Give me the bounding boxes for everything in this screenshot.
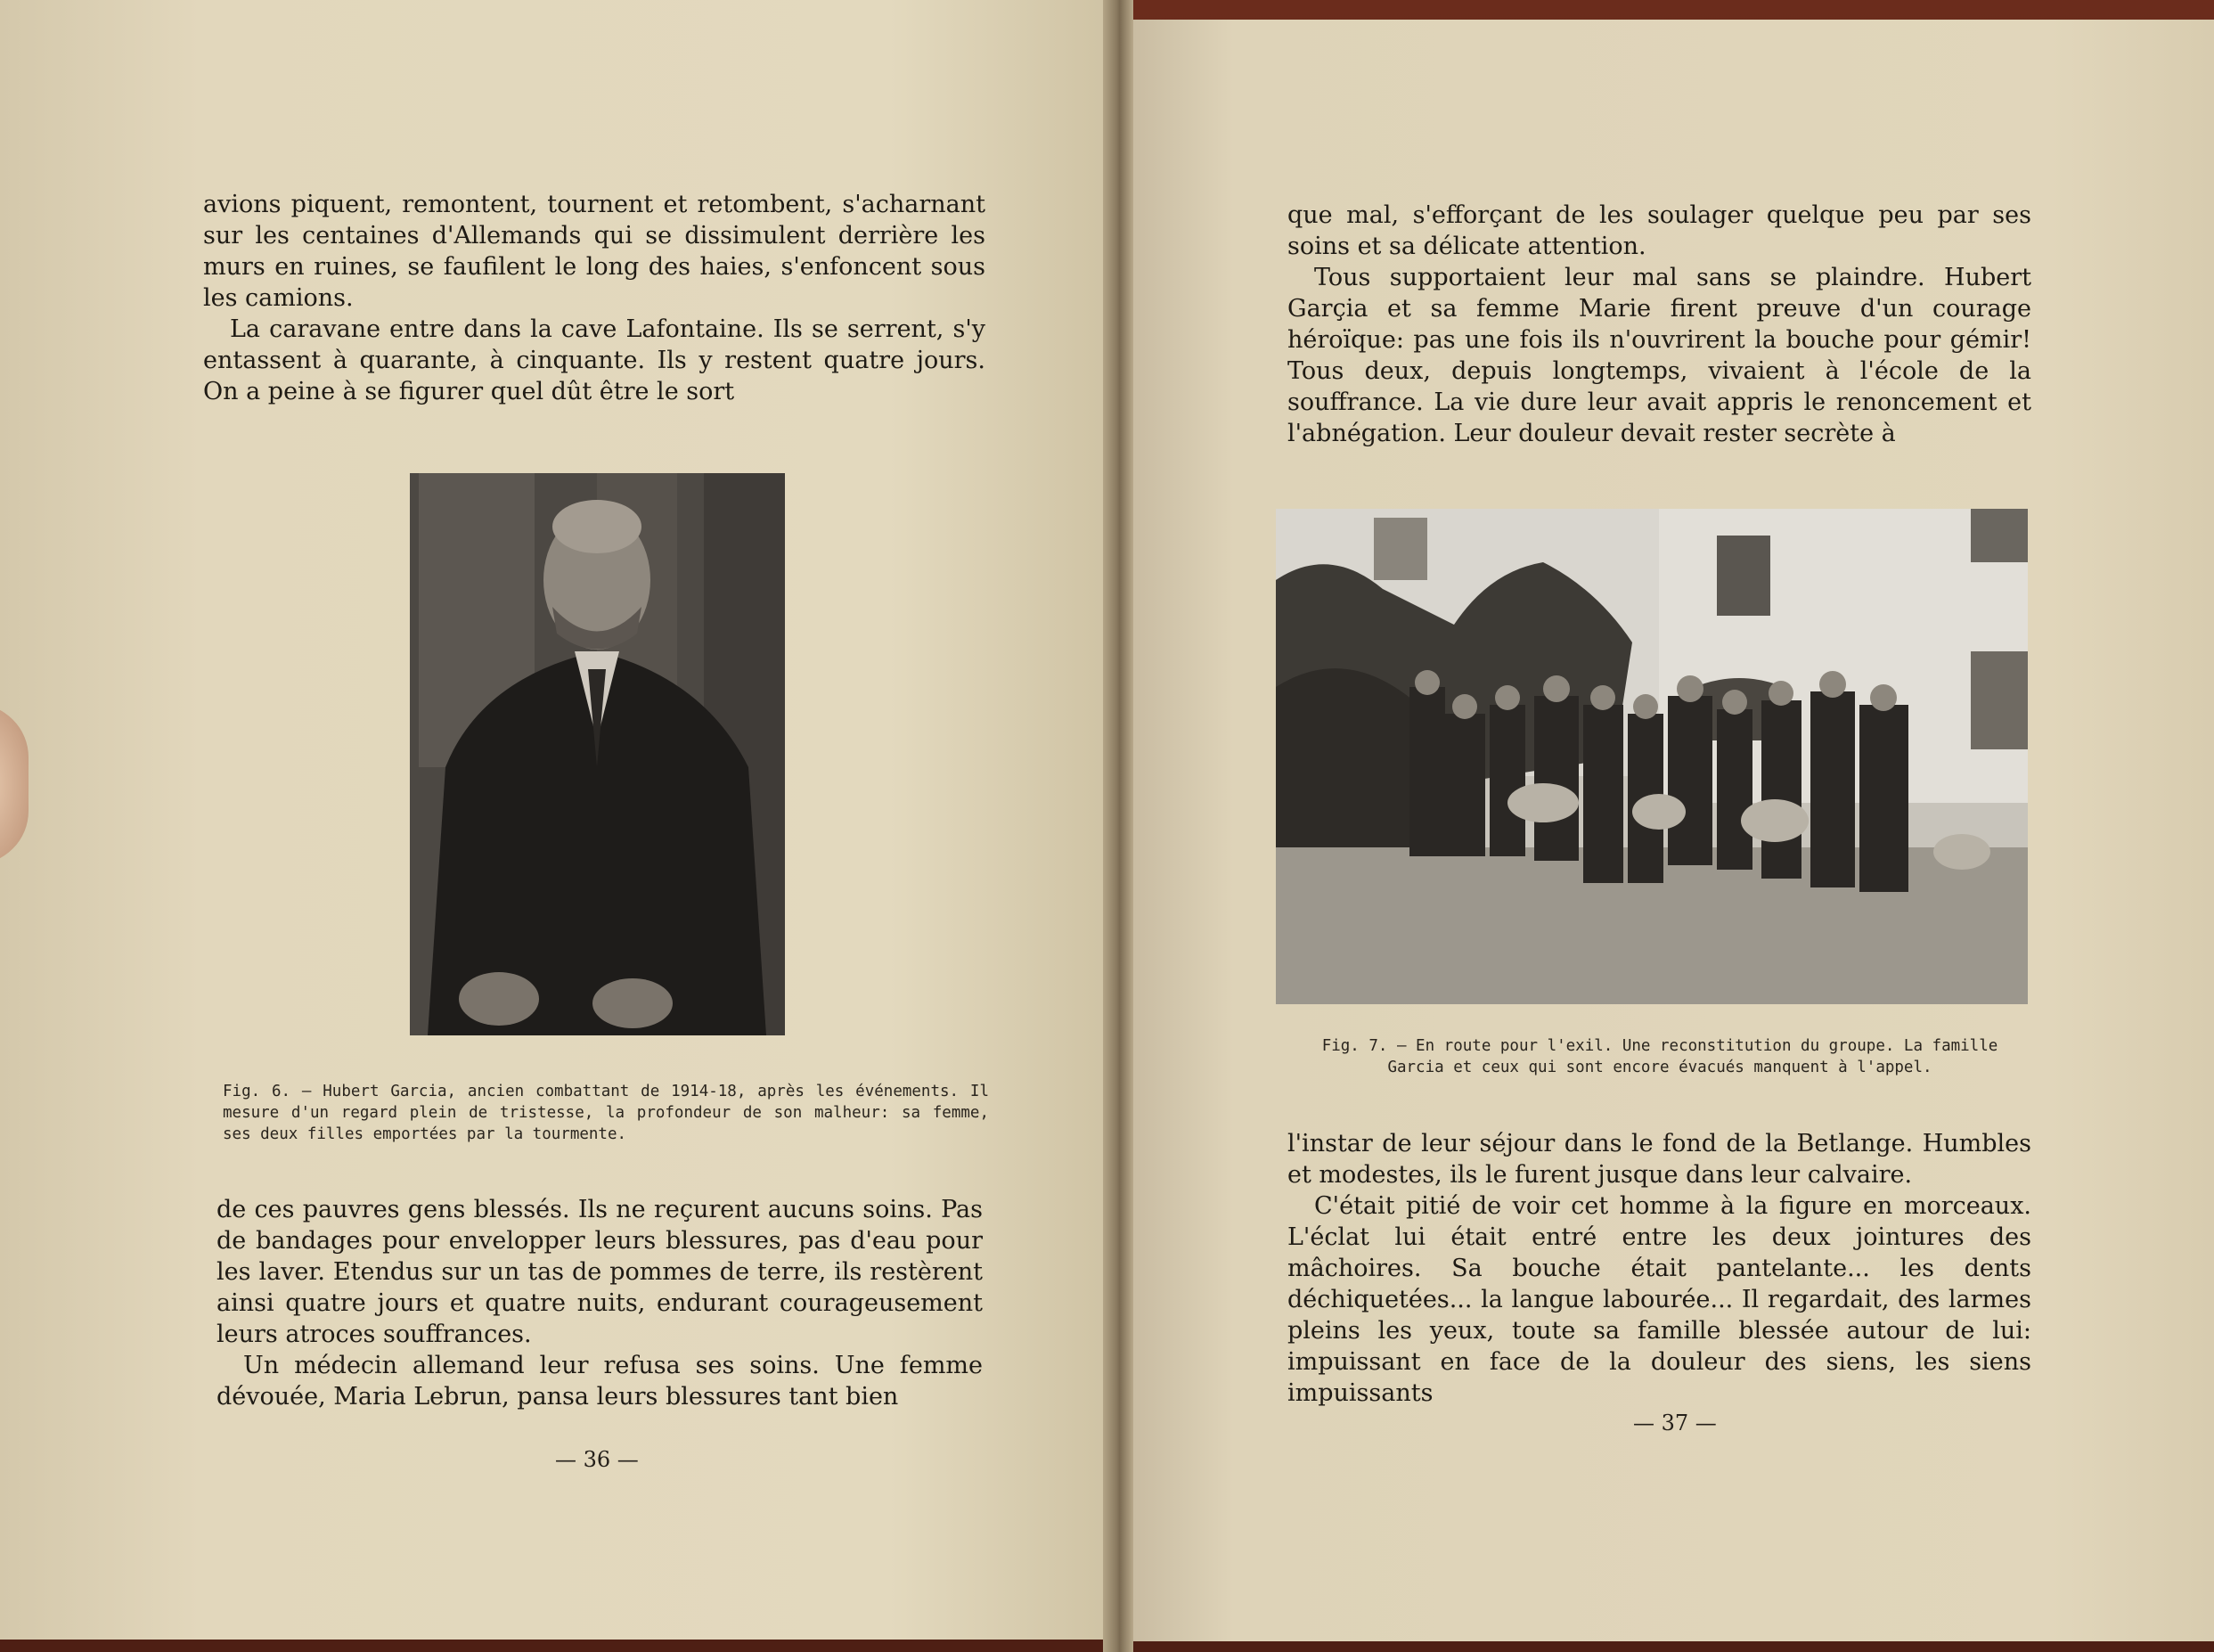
paragraph: avions piquent, remontent, tournent et retombent, s'acharnant sur les centaines d'Allemands qui se dissimulent derrière les murs en ruines, se faufilent le long des haies, s'enfoncent sous les camions. [203, 191, 985, 312]
group-photo-image [1276, 509, 2028, 1004]
paragraph: Tous supportaient leur mal sans se plaindre. Hubert Garçia et sa femme Marie firent preuve d'un courage héroïque: pas une fois ils n'ouvrirent la bouche pour gémir! Tous deux, depuis longtemps, vivaient à l'école de la souffrance. La vie dure leur avait appris le renoncement et l'abnégation. Leur douleur devait rester secrète à [1287, 264, 2031, 447]
thumb [0, 704, 29, 864]
right-top-text [1287, 200, 2031, 449]
portrait-photo [410, 473, 785, 1035]
paragraph: C'était pitié de voir cet homme à la figure en morceaux. L'éclat lui était entré entre les deux jointures des mâchoires. Sa bouche était pantelante... les dents déchiquetées... la langue labourée... Il regardait, des larmes pleins les yeux, toute sa famille blessée autour de lui: impuissant en face de la douleur des siens, les siens impuissants [1287, 1192, 2031, 1407]
figure-7-caption: Fig. 7. — En route pour l'exil. Une reconstitution du groupe. La famille Garcia et ceux qui sont encore évacués manquent à l'appel. [1321, 1037, 1998, 1076]
paragraph: l'instar de leur séjour dans le fond de la Betlange. Humbles et modestes, ils le furent jusque dans leur calvaire. [1287, 1130, 2031, 1189]
page-number-37: — 37 — [1633, 1411, 1717, 1435]
left-top-text [203, 189, 985, 407]
left-bottom-text [216, 1194, 983, 1412]
page-number-36: — 36 — [555, 1447, 639, 1472]
paragraph: La caravane entre dans la cave Lafontaine. Ils se serrent, s'y entassent à quarante, à cinquante. Ils y restent quatre jours. On a peine à se figurer quel dût être le sort [203, 315, 985, 405]
portrait-photo-image [410, 473, 785, 1035]
right-bottom-text [1287, 1128, 2031, 1409]
group-photo [1276, 509, 2028, 1004]
figure-6-caption: Fig. 6. — Hubert Garcia, ancien combattant de 1914-18, après les événements. Il mesure d'un regard plein de tristesse, la profondeur de son malheur: sa femme, ses deux filles emportées par la tourmente. [223, 1083, 989, 1143]
paragraph: Un médecin allemand leur refusa ses soins. Une femme dévouée, Maria Lebrun, pansa leurs blessures tant bien [216, 1352, 983, 1411]
book-gutter [1103, 0, 1133, 1652]
paragraph: de ces pauvres gens blessés. Ils ne reçurent aucuns soins. Pas de bandages pour envelopper leurs blessures, pas d'eau pour les laver. Etendus sur un tas de pommes de terre, ils restèrent ainsi quatre jours et quatre nuits, endurant courageusement leurs atroces souffrances. [216, 1196, 983, 1348]
paragraph: que mal, s'efforçant de les soulager quelque peu par ses soins et sa délicate attention. [1287, 201, 2031, 260]
